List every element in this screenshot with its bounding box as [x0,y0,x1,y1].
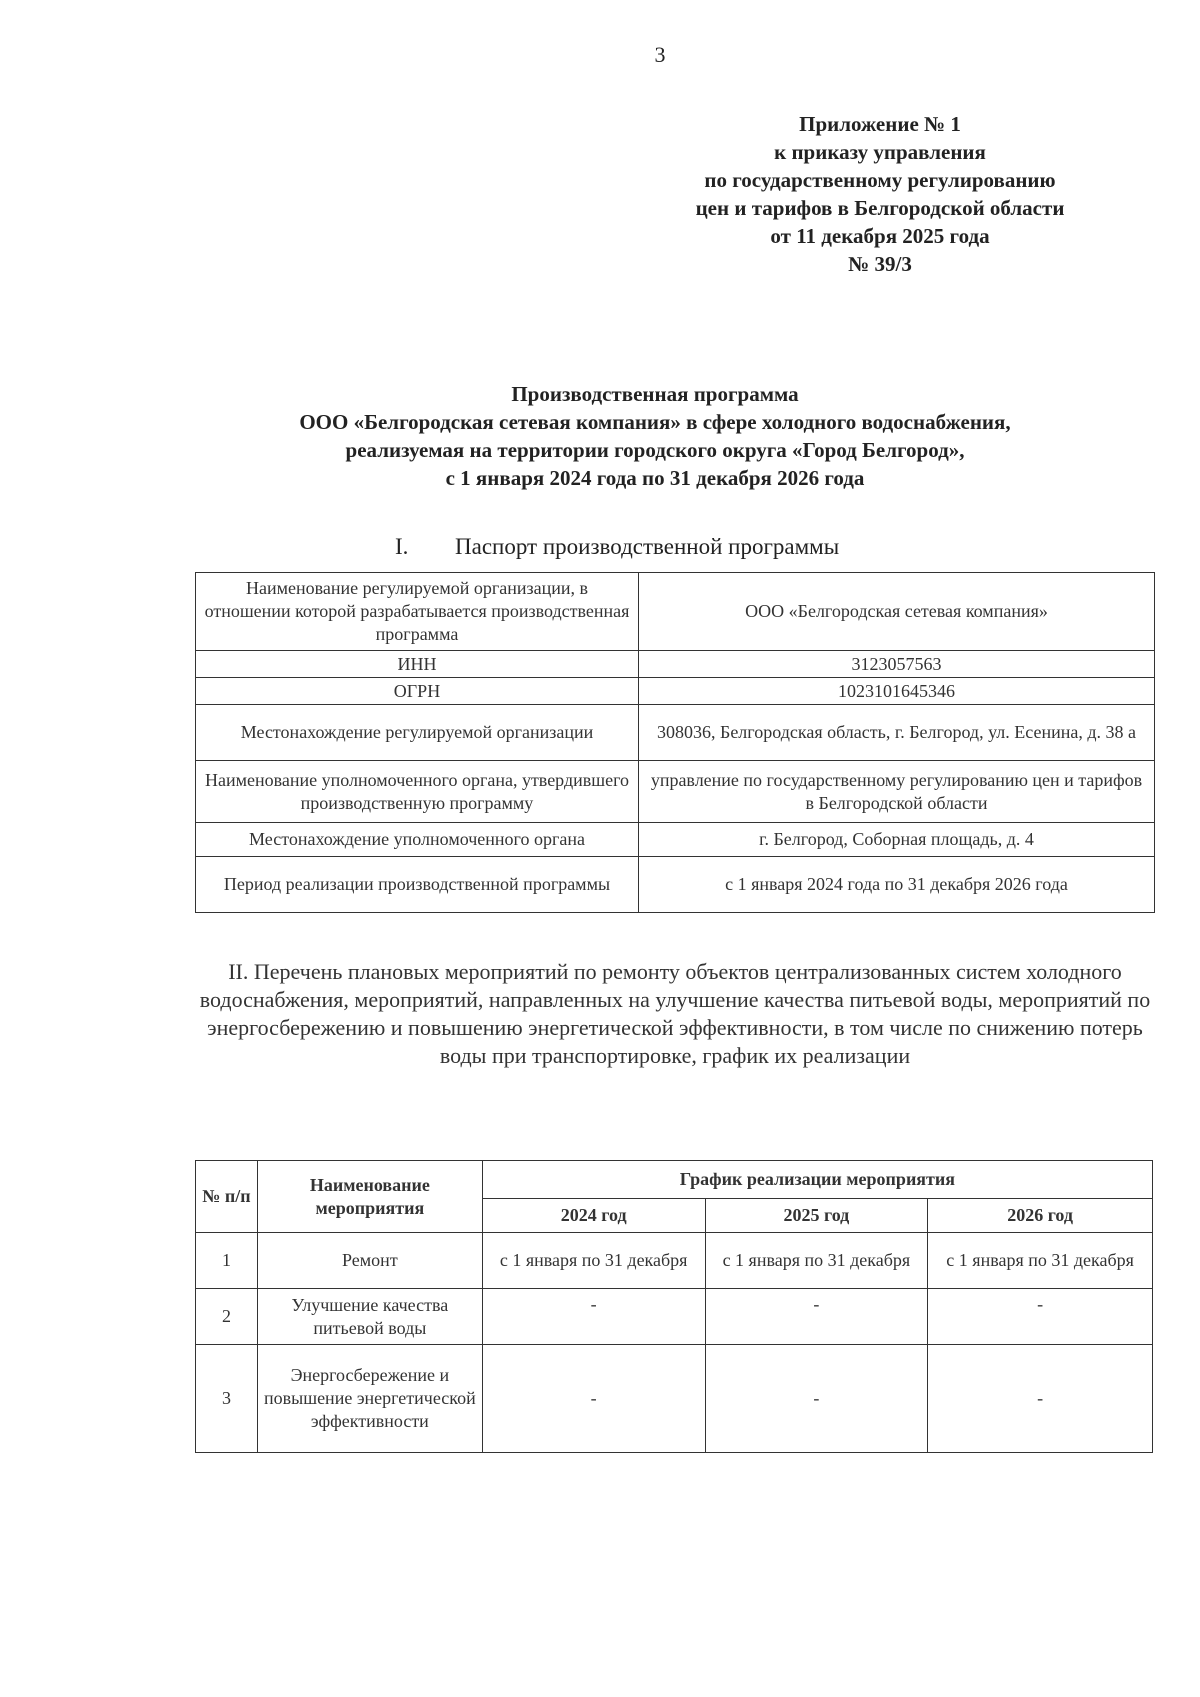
page-number: 3 [654,42,666,67]
section1-heading [395,534,839,560]
program-title-line: реализуемая на территории городского округа «Город Белгород», [345,438,965,462]
program-title [190,380,1120,492]
row-num: 2 [196,1289,258,1345]
passport-value: 308036, Белгородская область, г. Белгород, ул. Есенина, д. 38 а [639,705,1155,761]
passport-label: Местонахождение регулируемой организации [196,705,639,761]
header-name: Наименование мероприятия [257,1161,482,1233]
appendix-line: № 39/3 [848,252,912,276]
appendix-line: к приказу управления [774,140,986,164]
table-row [196,761,1155,823]
passport-value: ООО «Белгородская сетевая компания» [639,573,1155,651]
header-year: 2025 год [705,1199,928,1233]
table-row [196,678,1155,705]
passport-value: 3123057563 [639,651,1155,678]
passport-value: 1023101645346 [639,678,1155,705]
table-row [196,823,1155,857]
table-row [196,857,1155,913]
row-num: 1 [196,1233,258,1289]
table-header-row [196,1161,1153,1199]
row-cell: с 1 января по 31 декабря [705,1233,928,1289]
appendix-header [620,110,1140,278]
appendix-line: по государственному регулированию [704,168,1056,192]
table-row [196,1345,1153,1453]
table-row [196,651,1155,678]
table-row [196,1289,1153,1345]
row-name: Ремонт [257,1233,482,1289]
table-row [196,573,1155,651]
appendix-line: Приложение № 1 [799,112,961,136]
row-name: Энергосбережение и повышение энергетической эффективности [257,1345,482,1453]
row-cell: с 1 января по 31 декабря [482,1233,705,1289]
table-row [196,1233,1153,1289]
passport-value: г. Белгород, Соборная площадь, д. 4 [639,823,1155,857]
passport-table [195,572,1155,913]
header-schedule: График реализации мероприятия [482,1161,1152,1199]
plan-table [195,1160,1153,1453]
passport-label: ОГРН [196,678,639,705]
header-year: 2026 год [928,1199,1153,1233]
row-cell: - [482,1289,705,1345]
passport-label: Местонахождение уполномоченного органа [196,823,639,857]
program-title-line: с 1 января 2024 года по 31 декабря 2026 года [445,466,865,490]
row-num: 3 [196,1345,258,1453]
passport-value: управление по государственному регулированию цен и тарифов в Белгородской области [639,761,1155,823]
passport-value: с 1 января 2024 года по 31 декабря 2026 года [639,857,1155,913]
table-row [196,705,1155,761]
program-title-line: ООО «Белгородская сетевая компания» в сфере холодного водоснабжения, [299,410,1011,434]
header-num: № п/п [196,1161,258,1233]
row-cell: - [705,1289,928,1345]
header-year: 2024 год [482,1199,705,1233]
appendix-line: от 11 декабря 2025 года [770,224,990,248]
row-cell: - [928,1345,1153,1453]
appendix-line: цен и тарифов в Белгородской области [695,196,1065,220]
row-cell: - [705,1345,928,1453]
section1-title: Паспорт производственной программы [455,534,840,559]
passport-label: ИНН [196,651,639,678]
section2-heading: II. Перечень плановых мероприятий по ремонту объектов централизованных систем холодного водоснабжения, мероприятий, направленных на улучшение качества питьевой воды, мероприятий по энергосбережению и повышению энергетической эффективности, в том числе по снижению потерь воды при транспортировке, график их реализации [199,959,1151,1068]
row-cell: - [482,1345,705,1453]
row-name: Улучшение качества питьевой воды [257,1289,482,1345]
program-title-line: Производственная программа [511,382,799,406]
row-cell: с 1 января по 31 декабря [928,1233,1153,1289]
section1-number: I. [395,534,409,559]
passport-label: Наименование уполномоченного органа, утвердившего производственную программу [196,761,639,823]
passport-label: Период реализации производственной программы [196,857,639,913]
passport-label: Наименование регулируемой организации, в отношении которой разрабатывается производственная программа [196,573,639,651]
row-cell: - [928,1289,1153,1345]
